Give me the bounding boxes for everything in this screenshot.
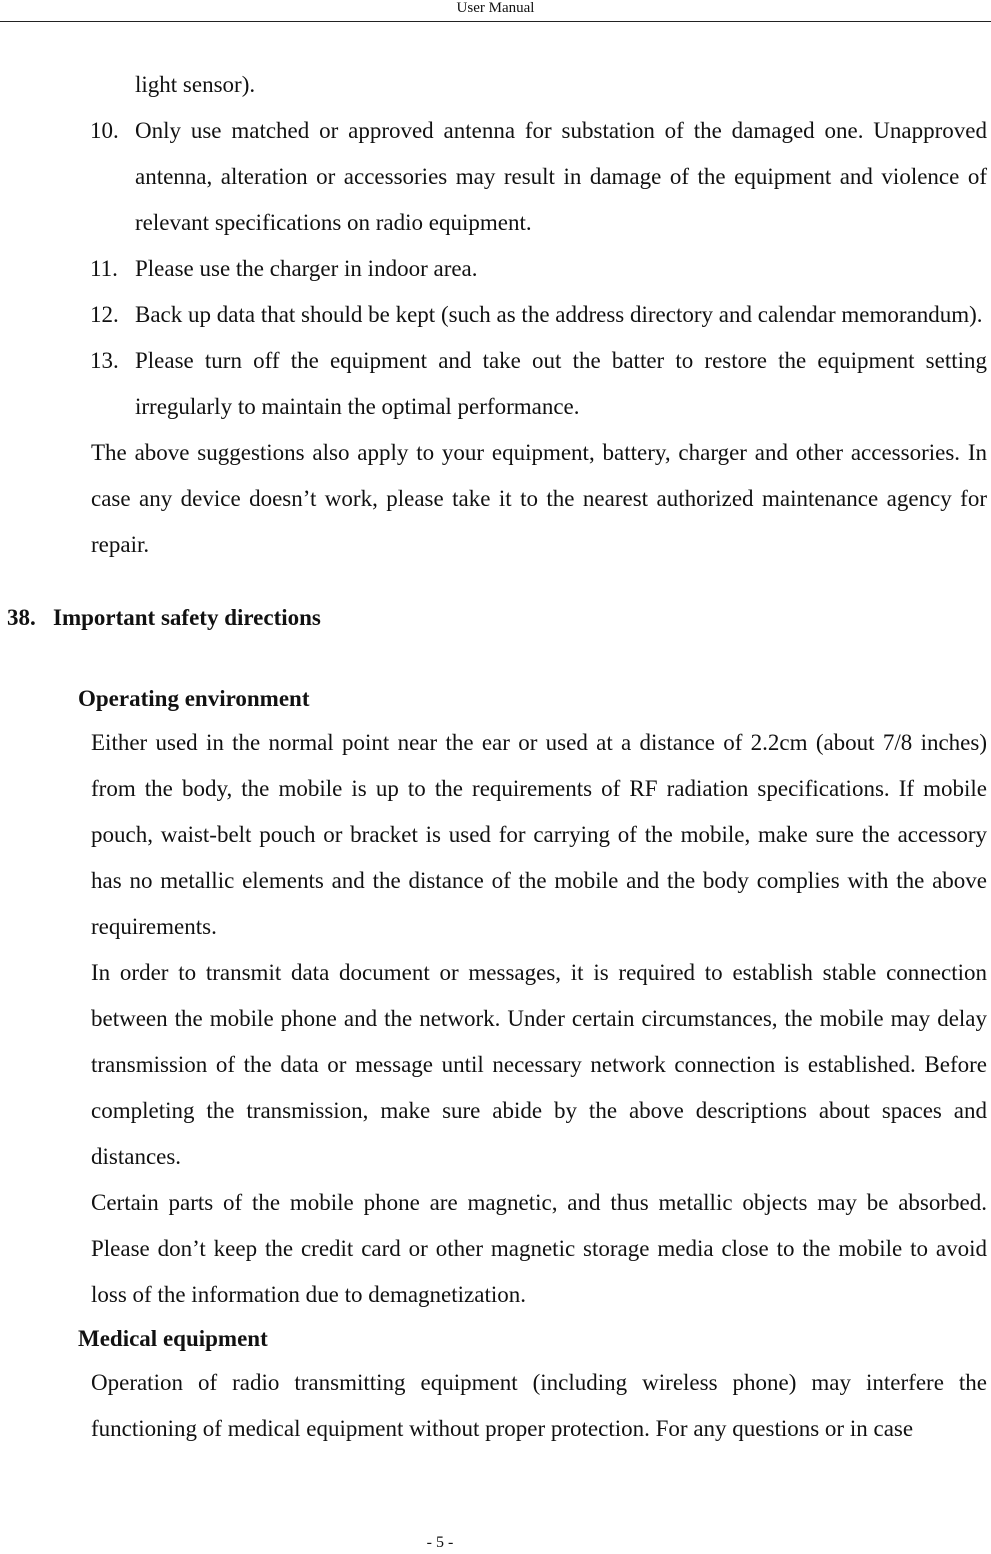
summary-paragraph: The above suggestions also apply to your equipment, battery, charger and other accessories. In case any device doesn’t work, please take it to the nearest authorized maintenance agency for repair.: [91, 440, 987, 557]
page-footer: [0, 1534, 880, 1552]
header-title: User Manual: [456, 0, 535, 16]
list-item-number: 10.: [90, 118, 119, 143]
list-item: [90, 292, 987, 338]
list-item-text: Please turn off the equipment and take out the batter to restore the equipment setting irregularly to maintain the optimal performance.: [135, 348, 987, 419]
list-item-number: 13.: [90, 348, 119, 373]
list-continuation: light sensor).: [135, 72, 256, 97]
list-item-text: Please use the charger in indoor area.: [135, 256, 478, 281]
page-header: [0, 0, 991, 22]
list-item-number: 12.: [90, 302, 119, 327]
list-item-text: Only use matched or approved antenna for substation of the damaged one. Unapproved antenna, alteration or accessories may result in damage of the equipment and violence of relevant specifications on radio equipment.: [135, 118, 987, 235]
operating-environment-paragraph: In order to transmit data document or messages, it is required to establish stable connection between the mobile phone and the network. Under certain circumstances, the mobile may delay transmission of the data or message until necessary network connection is established. Before completing the transmission, make sure abide by the above descriptions about spaces and distances.: [91, 960, 987, 1169]
operating-environment-heading: Operating environment: [78, 686, 310, 711]
section-title: Important safety directions: [53, 605, 321, 630]
medical-equipment-paragraph: Operation of radio transmitting equipment (including wireless phone) may interfere the functioning of medical equipment without proper protection. For any questions or in case: [91, 1370, 987, 1441]
medical-equipment-heading: Medical equipment: [78, 1326, 268, 1351]
list-item: [90, 338, 987, 430]
section-number: 38.: [7, 605, 36, 630]
operating-environment-paragraph: Certain parts of the mobile phone are magnetic, and thus metallic objects may be absorbed. Please don’t keep the credit card or other magnetic storage media close to the mobile to avoid loss of the information due to demagnetization.: [91, 1190, 987, 1307]
section-heading: [7, 598, 991, 638]
list-item-number: 11.: [90, 256, 118, 281]
list-item: [90, 108, 987, 246]
page-number: - 5 -: [426, 1534, 454, 1551]
operating-environment-paragraph: Either used in the normal point near the ear or used at a distance of 2.2cm (about 7/8 inches) from the body, the mobile is up to the requirements of RF radiation specifications. If mobile pouch, waist-belt pouch or bracket is used for carrying of the mobile, make sure the accessory has no metallic elements and the distance of the mobile and the body complies with the above requirements.: [91, 730, 987, 939]
list-item: [90, 246, 987, 292]
list-item-text: Back up data that should be kept (such as the address directory and calendar memorandum).: [135, 302, 983, 327]
page-content: [0, 62, 991, 1452]
